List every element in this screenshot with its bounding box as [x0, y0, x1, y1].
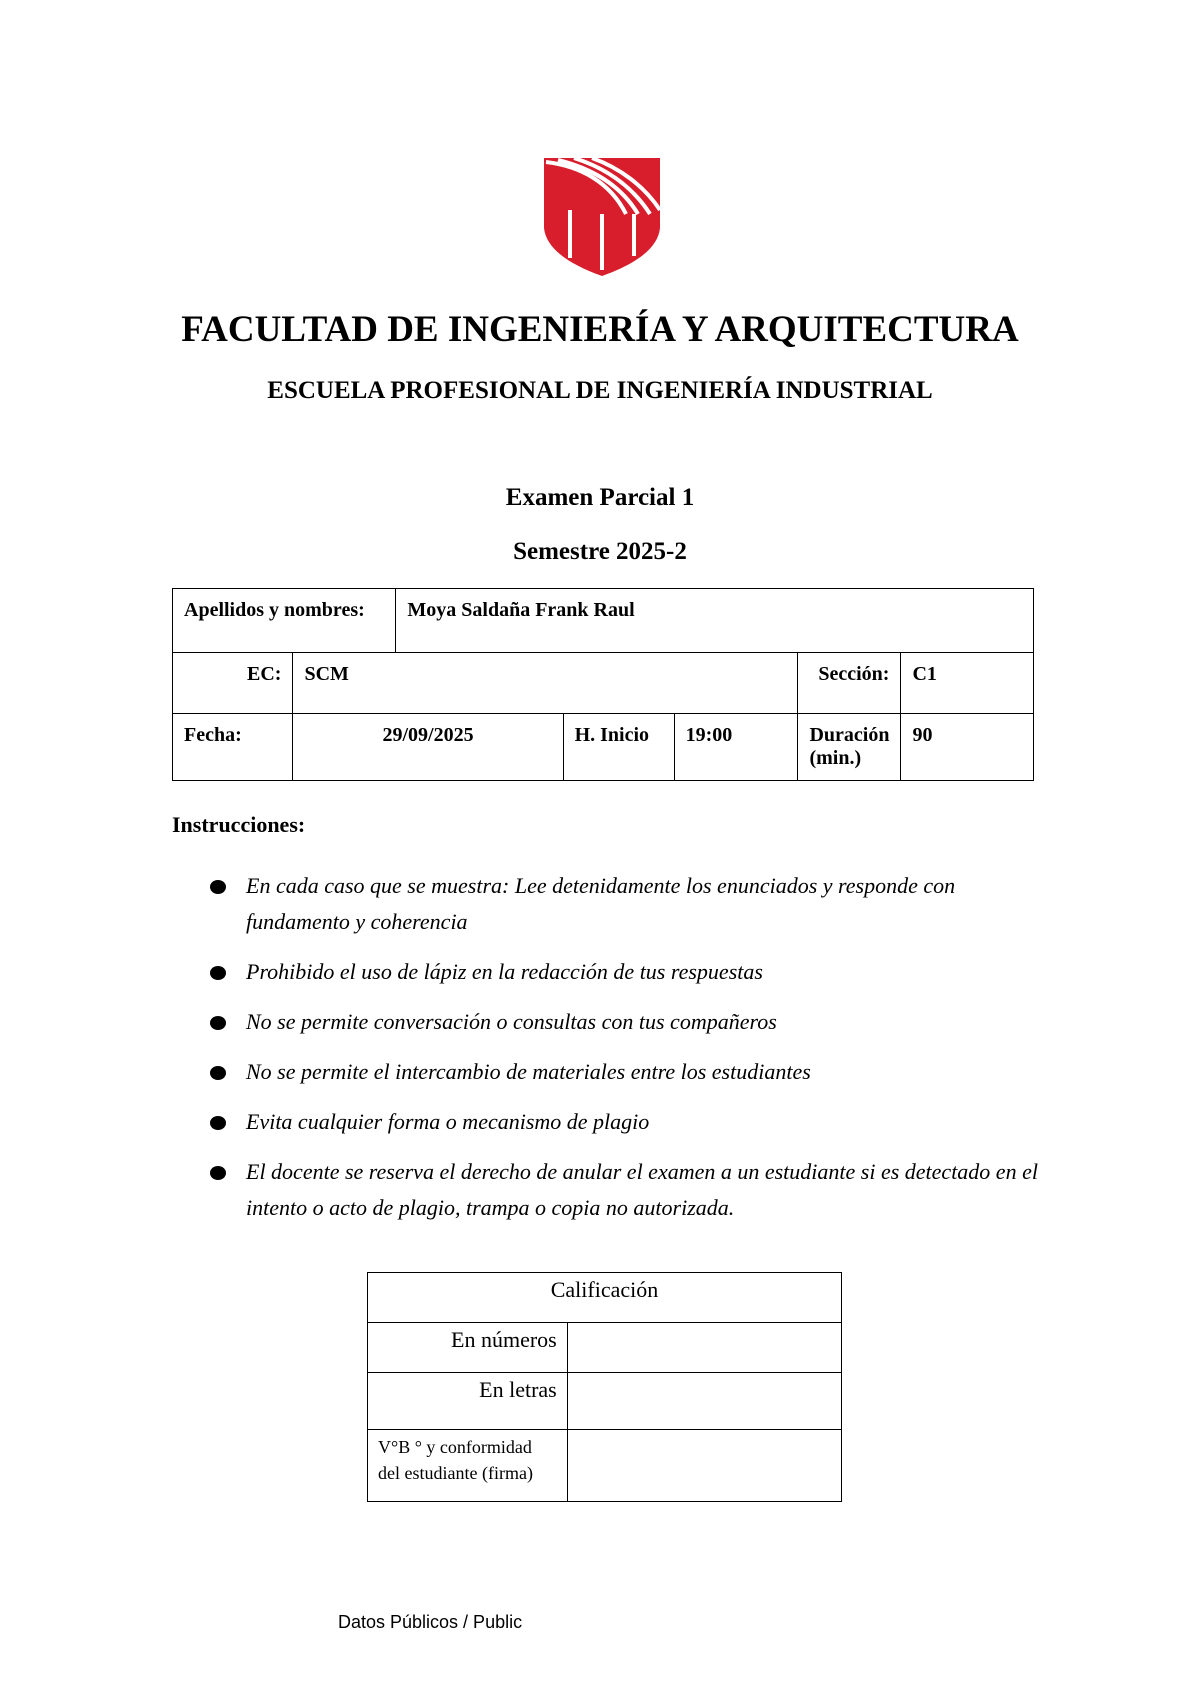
- ec-field[interactable]: SCM: [293, 653, 798, 714]
- footer-classification: Datos Públicos / Public: [338, 1612, 523, 1632]
- grade-title: Calificación: [368, 1273, 842, 1323]
- start-label: H. Inicio: [563, 714, 674, 781]
- signature-label: V°B ° y conformidad del estudiante (firma): [368, 1430, 568, 1502]
- duration-label: Duración (min.): [798, 714, 901, 781]
- grade-numbers-label: En números: [368, 1323, 568, 1373]
- list-item: Evita cualquier forma o mecanismo de plagio: [210, 1104, 1040, 1140]
- faculty-title: FACULTAD DE INGENIERÍA Y ARQUITECTURA: [181, 309, 1019, 350]
- grade-numbers-field[interactable]: [567, 1323, 841, 1373]
- list-item: El docente se reserva el derecho de anular el examen a un estudiante si es detectado en el intento o acto de plagio, trampa o copia no autorizada.: [210, 1154, 1040, 1226]
- grade-table: [367, 1272, 842, 1502]
- grade-letters-label: En letras: [368, 1373, 568, 1430]
- date-field[interactable]: 29/09/2025: [293, 714, 563, 781]
- exam-title: Examen Parcial 1: [505, 484, 695, 511]
- section-label: Sección:: [798, 653, 901, 714]
- date-label: Fecha:: [173, 714, 293, 781]
- student-info-table: [172, 588, 1034, 781]
- bullet-icon: [210, 1016, 226, 1030]
- bullet-icon: [210, 1066, 226, 1080]
- instructions-title: Instrucciones:: [172, 812, 306, 837]
- grade-letters-field[interactable]: [567, 1373, 841, 1430]
- name-field[interactable]: Moya Saldaña Frank Raul: [396, 589, 1034, 653]
- duration-field[interactable]: 90: [901, 714, 1034, 781]
- list-item: No se permite conversación o consultas con tus compañeros: [210, 1004, 1040, 1040]
- bullet-icon: [210, 1116, 226, 1130]
- list-item: En cada caso que se muestra: Lee detenidamente los enunciados y responde con fundamento y coherencia: [210, 868, 1040, 940]
- bullet-icon: [210, 880, 226, 894]
- signature-field[interactable]: [567, 1430, 841, 1502]
- list-item: No se permite el intercambio de materiales entre los estudiantes: [210, 1054, 1040, 1090]
- list-item: Prohibido el uso de lápiz en la redacción de tus respuestas: [210, 954, 1040, 990]
- name-label: Apellidos y nombres:: [173, 589, 396, 653]
- instructions-list: [210, 868, 1040, 1240]
- bullet-icon: [210, 1166, 226, 1180]
- ec-label: EC:: [173, 653, 293, 714]
- school-title: ESCUELA PROFESIONAL DE INGENIERÍA INDUSTRIAL: [267, 377, 933, 404]
- section-field[interactable]: C1: [901, 653, 1034, 714]
- bullet-icon: [210, 966, 226, 980]
- start-field[interactable]: 19:00: [674, 714, 798, 781]
- university-logo: [540, 152, 664, 276]
- semester-title: Semestre 2025-2: [513, 538, 687, 565]
